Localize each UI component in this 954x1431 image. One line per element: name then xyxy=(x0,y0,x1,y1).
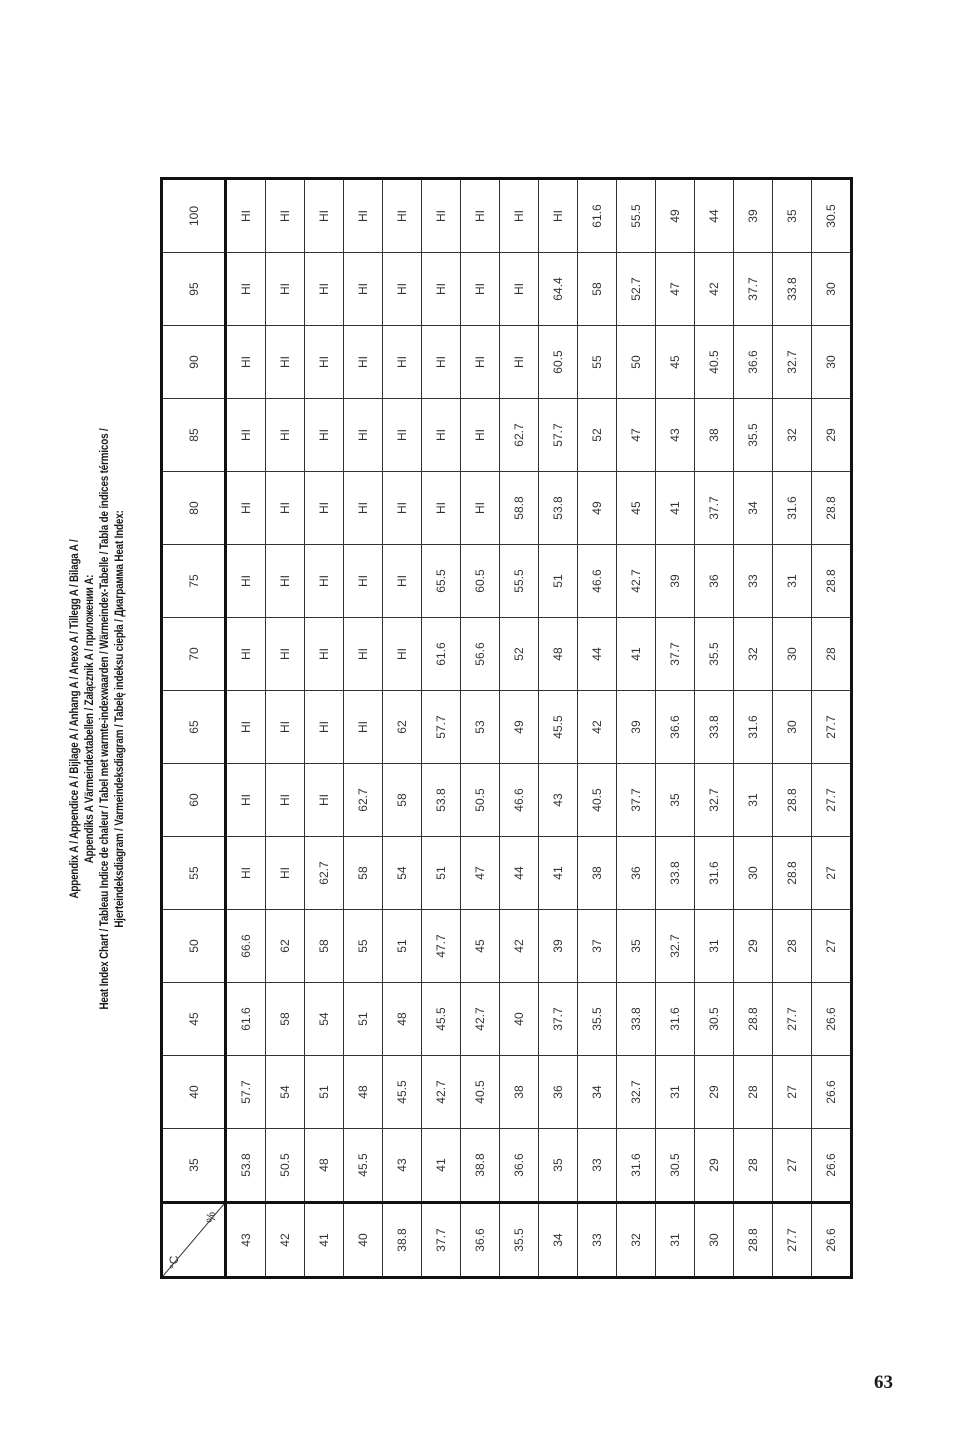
heat-index-cell: 36.6 xyxy=(500,1129,539,1203)
heat-index-cell: 57.7 xyxy=(226,1056,266,1129)
heat-index-cell: 30.5 xyxy=(695,983,734,1056)
heat-index-cell: 38.8 xyxy=(461,1129,500,1203)
heat-index-cell: 37.7 xyxy=(656,618,695,691)
heat-index-cell: 58 xyxy=(578,253,617,326)
humidity-header: 50 xyxy=(162,910,226,983)
humidity-header: 55 xyxy=(162,837,226,910)
heat-index-cell: 54 xyxy=(383,837,422,910)
heat-index-cell: HI xyxy=(422,326,461,399)
table-row xyxy=(266,179,305,1278)
heat-index-cell: 28 xyxy=(812,618,852,691)
temperature-cell: 36.6 xyxy=(461,1203,500,1278)
heat-index-cell: HI xyxy=(305,472,344,545)
temperature-cell: 32 xyxy=(617,1203,656,1278)
humidity-header: 100 xyxy=(162,179,226,253)
heat-index-cell: 40.5 xyxy=(695,326,734,399)
heat-index-cell: 30 xyxy=(773,618,812,691)
heat-index-cell: HI xyxy=(500,253,539,326)
heat-index-cell: HI xyxy=(383,179,422,253)
heat-index-cell: 30 xyxy=(734,837,773,910)
temperature-cell: 28.8 xyxy=(734,1203,773,1278)
heat-index-cell: HI xyxy=(422,399,461,472)
heat-index-cell: 48 xyxy=(305,1129,344,1203)
heat-index-cell: 32 xyxy=(734,618,773,691)
heat-index-cell: 45 xyxy=(461,910,500,983)
heat-index-cell: 43 xyxy=(539,764,578,837)
heat-index-cell: 49 xyxy=(500,691,539,764)
heat-index-cell: HI xyxy=(266,253,305,326)
heat-index-cell: HI xyxy=(461,253,500,326)
heat-index-cell: 57.7 xyxy=(422,691,461,764)
table-row xyxy=(383,179,422,1278)
heat-index-cell: HI xyxy=(226,837,266,910)
heat-index-cell: 39 xyxy=(617,691,656,764)
heat-index-cell: 62.7 xyxy=(500,399,539,472)
page-number: 63 xyxy=(874,1372,893,1393)
heat-index-cell: 55 xyxy=(578,326,617,399)
heat-index-cell: 32.7 xyxy=(617,1056,656,1129)
heat-index-cell: 35 xyxy=(656,764,695,837)
table-row xyxy=(461,179,500,1278)
table-row xyxy=(539,179,578,1278)
heat-index-cell: HI xyxy=(226,326,266,399)
heat-index-cell: 40.5 xyxy=(578,764,617,837)
heat-index-cell: 35.5 xyxy=(695,618,734,691)
heat-index-cell: 44 xyxy=(578,618,617,691)
heat-index-cell: 27.7 xyxy=(773,983,812,1056)
heat-index-cell: 49 xyxy=(656,179,695,253)
heat-index-cell: 55 xyxy=(344,910,383,983)
heat-index-cell: HI xyxy=(305,326,344,399)
heat-index-cell: HI xyxy=(422,179,461,253)
heat-index-cell: HI xyxy=(226,472,266,545)
heat-index-cell: 47 xyxy=(617,399,656,472)
table-row xyxy=(305,179,344,1278)
heat-index-cell: HI xyxy=(266,545,305,618)
heat-index-cell: 42 xyxy=(500,910,539,983)
heat-index-cell: 52.7 xyxy=(617,253,656,326)
table-row xyxy=(344,179,383,1278)
heat-index-cell: 54 xyxy=(305,983,344,1056)
heat-index-cell: 45 xyxy=(656,326,695,399)
heat-index-cell: HI xyxy=(344,618,383,691)
temperature-cell: 31 xyxy=(656,1203,695,1278)
heat-index-cell: 35 xyxy=(617,910,656,983)
heat-index-cell: 62.7 xyxy=(344,764,383,837)
heat-index-cell: HI xyxy=(305,399,344,472)
heat-index-cell: 27 xyxy=(812,910,852,983)
heat-index-cell: 51 xyxy=(383,910,422,983)
heat-index-cell: HI xyxy=(344,472,383,545)
heat-index-cell: 61.6 xyxy=(226,983,266,1056)
rotated-page-content xyxy=(67,159,897,1279)
heat-index-cell: HI xyxy=(461,179,500,253)
humidity-header: 65 xyxy=(162,691,226,764)
humidity-header: 80 xyxy=(162,472,226,545)
heat-index-cell: 32.7 xyxy=(656,910,695,983)
table-row xyxy=(617,179,656,1278)
heat-index-cell: 42 xyxy=(695,253,734,326)
heat-index-cell: 30.5 xyxy=(656,1129,695,1203)
heat-index-cell: 34 xyxy=(578,1056,617,1129)
humidity-header: 85 xyxy=(162,399,226,472)
heat-index-cell: 37.7 xyxy=(539,983,578,1056)
heat-index-cell: 29 xyxy=(812,399,852,472)
heat-index-cell: 33.8 xyxy=(656,837,695,910)
heat-index-cell: HI xyxy=(266,472,305,545)
heat-index-cell: 28.8 xyxy=(734,983,773,1056)
heat-index-cell: HI xyxy=(305,545,344,618)
heat-index-cell: HI xyxy=(383,399,422,472)
heat-index-cell: 26.6 xyxy=(812,983,852,1056)
heat-index-cell: 51 xyxy=(422,837,461,910)
heat-index-cell: 47.7 xyxy=(422,910,461,983)
heat-index-cell: 31.6 xyxy=(734,691,773,764)
heat-index-cell: HI xyxy=(344,326,383,399)
heat-index-cell: HI xyxy=(266,399,305,472)
humidity-header: 95 xyxy=(162,253,226,326)
heat-index-cell: 61.6 xyxy=(422,618,461,691)
heat-index-cell: 49 xyxy=(578,472,617,545)
heat-index-cell: 31.6 xyxy=(617,1129,656,1203)
heat-index-cell: HI xyxy=(344,253,383,326)
heat-index-cell: 58.8 xyxy=(500,472,539,545)
heat-index-cell: 27 xyxy=(773,1056,812,1129)
heat-index-cell: 35.5 xyxy=(734,399,773,472)
heat-index-cell: 30 xyxy=(773,691,812,764)
heat-index-cell: 31.6 xyxy=(773,472,812,545)
heat-index-cell: HI xyxy=(344,179,383,253)
heat-index-cell: 31 xyxy=(734,764,773,837)
table-row xyxy=(773,179,812,1278)
heat-index-cell: 58 xyxy=(383,764,422,837)
chart-title xyxy=(67,260,127,1178)
heat-index-cell: 37.7 xyxy=(617,764,656,837)
heat-index-cell: 32.7 xyxy=(695,764,734,837)
heat-index-cell: 28 xyxy=(734,1129,773,1203)
heat-index-cell: 36.6 xyxy=(734,326,773,399)
heat-index-cell: 54 xyxy=(266,1056,305,1129)
heat-index-cell: HI xyxy=(383,618,422,691)
heat-index-cell: HI xyxy=(383,472,422,545)
heat-index-cell: 53.8 xyxy=(226,1129,266,1203)
heat-index-cell: 51 xyxy=(539,545,578,618)
heat-index-cell: HI xyxy=(461,472,500,545)
temperature-cell: 26.6 xyxy=(812,1203,852,1278)
heat-index-cell: 45.5 xyxy=(383,1056,422,1129)
heat-index-cell: 43 xyxy=(383,1129,422,1203)
humidity-header: 45 xyxy=(162,983,226,1056)
heat-index-cell: 37.7 xyxy=(695,472,734,545)
heat-index-cell: 31 xyxy=(695,910,734,983)
heat-index-cell: 32 xyxy=(773,399,812,472)
heat-index-cell: 42.7 xyxy=(617,545,656,618)
table-row xyxy=(734,179,773,1278)
temperature-cell: 43 xyxy=(226,1203,266,1278)
heat-index-cell: 40.5 xyxy=(461,1056,500,1129)
heat-index-cell: HI xyxy=(266,837,305,910)
heat-index-cell: 41 xyxy=(617,618,656,691)
heat-index-cell: 58 xyxy=(344,837,383,910)
heat-index-cell: HI xyxy=(383,253,422,326)
temperature-cell: 40 xyxy=(344,1203,383,1278)
heat-index-cell: 30 xyxy=(812,326,852,399)
humidity-header: 90 xyxy=(162,326,226,399)
heat-index-cell: 61.6 xyxy=(578,179,617,253)
heat-index-cell: 51 xyxy=(305,1056,344,1129)
heat-index-cell: 47 xyxy=(656,253,695,326)
temperature-cell: 42 xyxy=(266,1203,305,1278)
heat-index-cell: 33 xyxy=(734,545,773,618)
heat-index-table xyxy=(160,177,853,1279)
heat-index-cell: 28.8 xyxy=(773,837,812,910)
heat-index-cell: 26.6 xyxy=(812,1129,852,1203)
heat-index-cell: 50 xyxy=(617,326,656,399)
heat-index-cell: HI xyxy=(500,326,539,399)
heat-index-cell: 42.7 xyxy=(422,1056,461,1129)
heat-index-cell: HI xyxy=(226,691,266,764)
heat-index-cell: 38 xyxy=(695,399,734,472)
table-row xyxy=(226,179,266,1278)
heat-index-cell: 38 xyxy=(578,837,617,910)
heat-index-cell: 45.5 xyxy=(539,691,578,764)
heat-index-cell: 65.5 xyxy=(422,545,461,618)
heat-index-cell: 53 xyxy=(461,691,500,764)
heat-index-cell: 42.7 xyxy=(461,983,500,1056)
heat-index-cell: 37.7 xyxy=(734,253,773,326)
heat-index-cell: 27.7 xyxy=(812,764,852,837)
heat-index-cell: HI xyxy=(305,618,344,691)
heat-index-cell: 51 xyxy=(344,983,383,1056)
heat-index-cell: 36.6 xyxy=(656,691,695,764)
heat-index-cell: 58 xyxy=(305,910,344,983)
heat-index-cell: 42 xyxy=(578,691,617,764)
heat-index-cell: 28 xyxy=(773,910,812,983)
heat-index-cell: 60.5 xyxy=(461,545,500,618)
heat-index-cell: 39 xyxy=(656,545,695,618)
heat-index-cell: 28.8 xyxy=(812,472,852,545)
humidity-header: 70 xyxy=(162,618,226,691)
heat-index-cell: 36 xyxy=(539,1056,578,1129)
temperature-unit: °C xyxy=(167,1255,181,1269)
heat-index-cell: HI xyxy=(461,399,500,472)
heat-index-cell: 35 xyxy=(773,179,812,253)
heat-index-cell: 64.4 xyxy=(539,253,578,326)
corner-cell xyxy=(162,1203,226,1278)
heat-index-cell: 62 xyxy=(266,910,305,983)
heat-index-cell: 31.6 xyxy=(656,983,695,1056)
humidity-header: 40 xyxy=(162,1056,226,1129)
heat-index-cell: 29 xyxy=(734,910,773,983)
heat-index-cell: HI xyxy=(226,399,266,472)
heat-index-cell: 27 xyxy=(773,1129,812,1203)
heat-index-cell: 33.8 xyxy=(695,691,734,764)
heat-index-cell: 60.5 xyxy=(539,326,578,399)
heat-index-cell: HI xyxy=(422,253,461,326)
heat-index-cell: 52 xyxy=(578,399,617,472)
heat-index-cell: 45.5 xyxy=(344,1129,383,1203)
heat-index-cell: HI xyxy=(461,326,500,399)
table-row xyxy=(695,179,734,1278)
heat-index-cell: 40 xyxy=(500,983,539,1056)
temperature-cell: 34 xyxy=(539,1203,578,1278)
title-line: Heat Index Chart / Tableau Indice de chaleur / Tabel met warmte-indexwaarden / Wärmeindex-Tabelle / Tabla de índices térmicos / xyxy=(97,428,111,1010)
heat-index-cell: HI xyxy=(305,253,344,326)
heat-index-cell: 41 xyxy=(539,837,578,910)
heat-index-cell: 55.5 xyxy=(500,545,539,618)
temperature-cell: 35.5 xyxy=(500,1203,539,1278)
heat-index-cell: 58 xyxy=(266,983,305,1056)
heat-index-cell: 62.7 xyxy=(305,837,344,910)
title-line: Appendiks A Värmeindextabellen / Załącznik A / приложении A: xyxy=(82,574,96,864)
heat-index-cell: HI xyxy=(226,618,266,691)
heat-index-cell: 46.6 xyxy=(578,545,617,618)
heat-index-cell: 31.6 xyxy=(695,837,734,910)
heat-index-cell: HI xyxy=(539,179,578,253)
heat-index-cell: 44 xyxy=(500,837,539,910)
heat-index-cell: HI xyxy=(305,764,344,837)
heat-index-cell: HI xyxy=(344,545,383,618)
heat-index-cell: 36 xyxy=(617,837,656,910)
heat-index-cell: 53.8 xyxy=(422,764,461,837)
heat-index-cell: HI xyxy=(305,691,344,764)
heat-index-cell: 29 xyxy=(695,1129,734,1203)
heat-index-cell: 39 xyxy=(734,179,773,253)
heat-index-cell: 41 xyxy=(422,1129,461,1203)
humidity-header: 75 xyxy=(162,545,226,618)
heat-index-cell: 45.5 xyxy=(422,983,461,1056)
temperature-cell: 33 xyxy=(578,1203,617,1278)
heat-index-cell: 44 xyxy=(695,179,734,253)
heat-index-cell: 32.7 xyxy=(773,326,812,399)
temperature-cell: 41 xyxy=(305,1203,344,1278)
heat-index-cell: HI xyxy=(422,472,461,545)
heat-index-cell: 57.7 xyxy=(539,399,578,472)
heat-index-cell: HI xyxy=(344,691,383,764)
heat-index-cell: 29 xyxy=(695,1056,734,1129)
heat-index-cell: 43 xyxy=(656,399,695,472)
heat-index-cell: 39 xyxy=(539,910,578,983)
heat-index-cell: 55.5 xyxy=(617,179,656,253)
heat-index-cell: 34 xyxy=(734,472,773,545)
heat-index-cell: 31 xyxy=(773,545,812,618)
heat-index-cell: 33.8 xyxy=(617,983,656,1056)
heat-index-cell: 50.5 xyxy=(266,1129,305,1203)
heat-index-cell: 46.6 xyxy=(500,764,539,837)
heat-index-cell: HI xyxy=(383,326,422,399)
heat-index-cell: 53.8 xyxy=(539,472,578,545)
heat-index-cell: 26.6 xyxy=(812,1056,852,1129)
heat-index-cell: 31 xyxy=(656,1056,695,1129)
heat-index-cell: HI xyxy=(266,326,305,399)
humidity-header: 35 xyxy=(162,1129,226,1203)
heat-index-cell: HI xyxy=(226,253,266,326)
heat-index-cell: 30 xyxy=(812,253,852,326)
table-row xyxy=(812,179,852,1278)
heat-index-cell: 48 xyxy=(383,983,422,1056)
heat-index-cell: 27 xyxy=(812,837,852,910)
heat-index-cell: 48 xyxy=(539,618,578,691)
heat-index-cell: 28.8 xyxy=(812,545,852,618)
heat-index-cell: 62 xyxy=(383,691,422,764)
heat-index-cell: 66.6 xyxy=(226,910,266,983)
heat-index-cell: 47 xyxy=(461,837,500,910)
table-row xyxy=(656,179,695,1278)
heat-index-cell: HI xyxy=(305,179,344,253)
heat-index-cell: HI xyxy=(226,764,266,837)
heat-index-cell: 27.7 xyxy=(812,691,852,764)
heat-index-cell: 30.5 xyxy=(812,179,852,253)
heat-index-cell: HI xyxy=(226,179,266,253)
temperature-cell: 38.8 xyxy=(383,1203,422,1278)
heat-index-cell: HI xyxy=(266,764,305,837)
humidity-header-row xyxy=(162,179,226,1278)
heat-index-cell: 50.5 xyxy=(461,764,500,837)
table-row xyxy=(500,179,539,1278)
heat-index-cell: 37 xyxy=(578,910,617,983)
heat-index-cell: 52 xyxy=(500,618,539,691)
temperature-cell: 27.7 xyxy=(773,1203,812,1278)
heat-index-cell: HI xyxy=(266,691,305,764)
heat-index-cell: 35.5 xyxy=(578,983,617,1056)
heat-index-cell: HI xyxy=(383,545,422,618)
heat-index-cell: 48 xyxy=(344,1056,383,1129)
humidity-unit: % xyxy=(204,1212,218,1223)
humidity-header: 60 xyxy=(162,764,226,837)
heat-index-cell: HI xyxy=(226,545,266,618)
heat-index-cell: 28 xyxy=(734,1056,773,1129)
heat-index-cell: HI xyxy=(266,179,305,253)
table-row xyxy=(578,179,617,1278)
heat-index-cell: HI xyxy=(500,179,539,253)
temperature-cell: 37.7 xyxy=(422,1203,461,1278)
title-line: Appendix A / Appendice A / Bijlage A / Anhang A / Anexo A / Tillegg A / Bilaga A / xyxy=(67,539,81,899)
heat-index-cell: 38 xyxy=(500,1056,539,1129)
heat-index-cell: HI xyxy=(344,399,383,472)
heat-index-cell: HI xyxy=(266,618,305,691)
title-line: Hjerteindeksdiagram / Varmeindeksdiagram / Tabelę indeksu ciepła / Диаграмма Heat Index: xyxy=(112,510,126,928)
heat-index-cell: 56.6 xyxy=(461,618,500,691)
table-row xyxy=(422,179,461,1278)
heat-index-cell: 41 xyxy=(656,472,695,545)
heat-index-cell: 28.8 xyxy=(773,764,812,837)
heat-index-cell: 33 xyxy=(578,1129,617,1203)
heat-index-cell: 36 xyxy=(695,545,734,618)
heat-index-cell: 35 xyxy=(539,1129,578,1203)
heat-index-cell: 45 xyxy=(617,472,656,545)
heat-index-cell: 33.8 xyxy=(773,253,812,326)
temperature-cell: 30 xyxy=(695,1203,734,1278)
